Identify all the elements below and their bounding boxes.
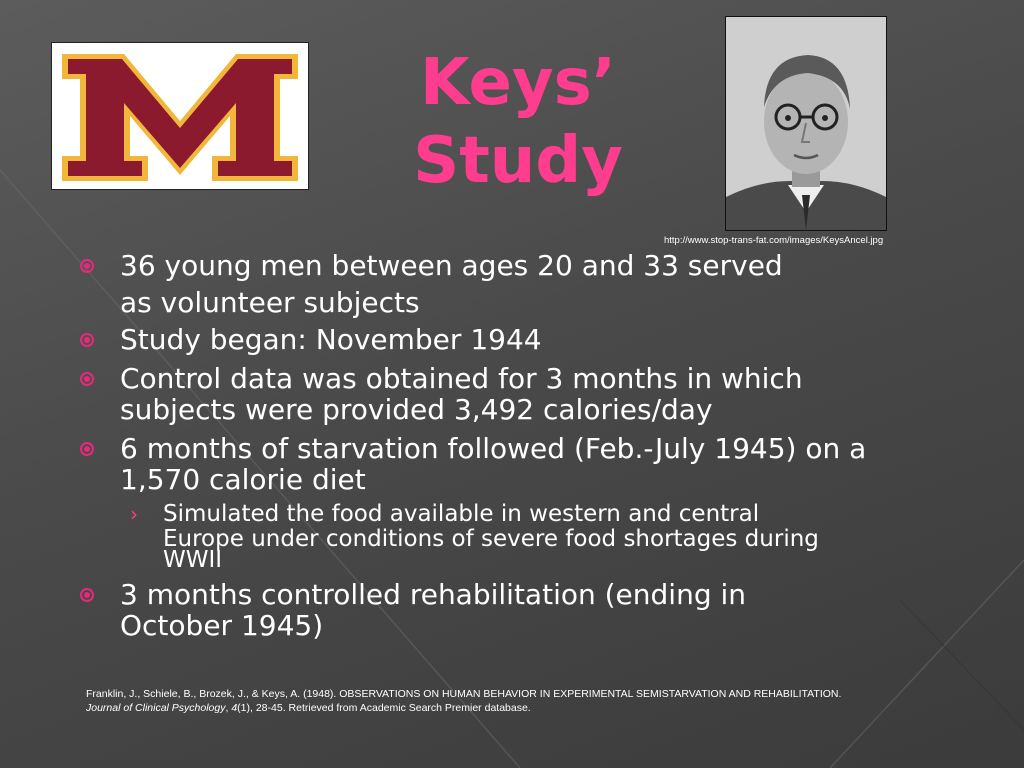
citation-journal: Journal of Clinical Psychology — [86, 702, 226, 714]
bullet-text-line: 3 months controlled rehabilitation (ending in — [120, 578, 747, 611]
bullet-text-line: 6 months of starvation followed (Feb.-July 1945) on a — [120, 432, 867, 465]
bullet-item — [80, 579, 980, 641]
bullet-item — [80, 363, 980, 425]
bullet-text-line: 1,570 calorie diet — [120, 463, 366, 496]
bullet-text-line: October 1945) — [120, 609, 324, 642]
sub-bullet-text-line: WWII — [163, 547, 223, 573]
bullet-text-line: Control data was obtained for 3 months in which — [120, 362, 803, 395]
slide-title — [398, 44, 638, 200]
circle-bullet-icon — [80, 333, 94, 347]
sub-bullet-item — [80, 501, 980, 573]
citation-rest: (1), 28-45. Retrieved from Academic Search Premier database. — [237, 702, 531, 714]
portrait-photo — [725, 16, 887, 231]
university-logo — [51, 42, 309, 190]
citation — [86, 687, 966, 715]
bullet-item — [80, 433, 980, 495]
circle-bullet-icon — [80, 259, 94, 273]
title-line-2: Study — [413, 124, 623, 198]
bullet-text-line: 36 young men between ages 20 and 33 served — [120, 249, 783, 282]
bullet-text-line: as volunteer subjects — [120, 286, 420, 319]
circle-bullet-icon — [80, 442, 94, 456]
bullet-text-line: subjects were provided 3,492 calories/day — [120, 393, 713, 426]
photo-credit: http://www.stop-trans-fat.com/images/KeysAncel.jpg — [664, 235, 884, 246]
chevron-right-icon: › — [130, 502, 138, 526]
portrait-icon — [726, 17, 886, 230]
bullet-item — [80, 324, 980, 355]
block-m-icon — [52, 43, 308, 189]
circle-bullet-icon — [80, 372, 94, 386]
citation-line-1: Franklin, J., Schiele, B., Brozek, J., & Keys, A. (1948). OBSERVATIONS ON HUMAN BEHAVIOR IN EXPERIMENTAL SEMISTARVATION AND REHABILITATION. — [86, 688, 842, 700]
circle-bullet-icon — [80, 588, 94, 602]
sub-bullet-text-line: Europe under conditions of severe food shortages during — [163, 526, 819, 552]
citation-volume: 4 — [231, 702, 238, 714]
title-line-1: Keys’ — [420, 46, 616, 120]
bullet-item — [80, 250, 980, 318]
citation-line-2: Journal of Clinical Psychology, 4(1), 28-45. Retrieved from Academic Search Premier database. — [86, 702, 531, 714]
bullet-text-line: Study began: November 1944 — [120, 323, 542, 356]
bullet-list — [80, 250, 980, 641]
sub-bullet-text-line: Simulated the food available in western and central — [163, 501, 760, 527]
